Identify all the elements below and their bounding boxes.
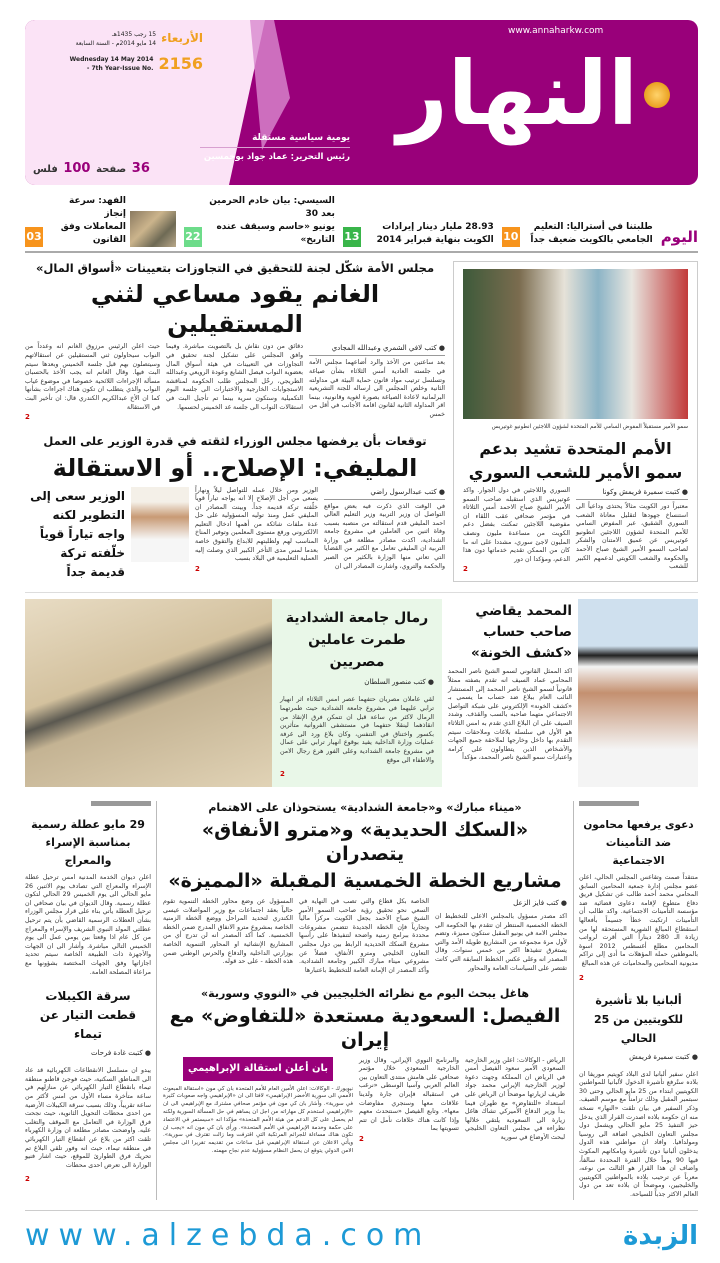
masthead [25,20,698,185]
issue-en-block [70,55,154,73]
teaser-line: الفهد: سرعة إنجاز [69,196,126,219]
nasser-mohammed-photo [578,599,698,787]
meleifi-headline[interactable]: المليفي: الإصلاح.. أو الاستقالة [52,453,418,482]
meleifi-column-2: الوزير ومن خلال عمله للتواصل ليلاً ونهاراً يسعى من أجل الإصلاح إلا انه يواجه تياراً قوياً خلّفته تركة قديمة جداً. وبينت المصادر ان المليفي عمل ومنذ توليه المسؤولية على حل عدة ملفات شائكة من أهمها ادخال التعليم الالكتروني ورفع مستوى المعلمين وتوفير المناخ المناسب لهم ولطلبتهم للابداع والتفوق خاصة بعدما لمس مدى التأخر الكبير الذي وصلت إليه العملية التعليمية في البلاد بسبب [195,486,318,563]
cables-byline: ● كتبت غادة فرحات [25,1048,151,1060]
ibrahimi-banner [183,1057,333,1081]
teaser-line: الجامعي بالكويت ضعيف جداً [530,235,653,245]
lead-column-3: حيث اعلن الرئيس مرزوق الغانم انه وعدداً من النواب سيحاولون ثني المستقيلين عن استقالاتهم وسيتصلون بهم قبل جلسة الخميس وبعدها سيتم البت فيها. وقال الغانم انه يجب الأخذ بالحسبان مسألة الإجراءات اللائحية خصوصا في موضوع غياب النواب والذي يتطلب ان تكون هناك اجراءات بشأنها كما ان الأخ عبدالكريم الكندري قال: ان تأخير البت في الاستقالة [25,343,160,411]
issue-row [33,54,203,74]
iran-column-2: والبرنامج النووي الإيراني. وقال وزير الخارجية السعودي خلال مؤتمر صحافي على هامش منتدى التعاون بين العالم العربي وآسيا الوسطى «نرغب في استقباله فإيران جارة ولدينا علاقات معها وسنجري مفاوضات معها». وتابع الفيصل «سنتحدث معهم وإذا كانت هناك خلافات نأمل ان تتم تسويتها بما [359,1056,459,1133]
editor-in-chief: رئيس التحرير: عماد جواد بوخمسين [203,152,350,162]
teaser-text [47,195,126,247]
continued-page[interactable]: 2 [280,770,285,779]
un-story-box [453,261,698,582]
lead-column-1-wrap [309,343,445,419]
sun-logo-icon [644,82,670,108]
ibrahimi-body: نيويورك - الوكالات: اعلن الأمين العام للأمم المتحدة بان كي مون «استقالة المبعوث الأممي الى سورية الأخضر الإبراهيمي» لافتا الى ان «الإبراهيمي واجه صعوبات كثيرة في سورية». وأشار بان كي مون في مؤتمر صحافي مشترك مع الإبراهيمي الى ان «الإبراهيمي استخدم كل مهاراته من اجل ان يساهم في حل المسألة السورية ولكنه لم يحصل على كل الدعم من هيئة الأمم المتحدة» مؤكدا انه «سيستمر في الاعتماد على حكمة وخدمة الإبراهيمي في الأمم المتحدة». ورأى بان كي مون انه «يجب ان تكون هناك مساءلة للجرائم المرتكبة التي اقترفت وما زالت تقترف في سورية». ويأتي الاعلان عن استقالة الإبراهيمي قبل ساعات من تقديمه تقريرا الى مجلس الامن الدولي يتوقع ان يحمل النظام مسؤولية عدم نجاح مهمته. [163,1085,353,1155]
lawsuit-body: منتقداً صمت وتقاعس المجلس الحالي، اعلن عضو مجلس إدارة جمعية المحامين السابق المحامي محمد أحمد طالب عن تشكيل فريق دفاع متطوع لإقامة دعاوى قضائية ضد مؤسسة التأمينات الاجتماعية. واكد طالب أن التأمينات ارتكبت خطأ جسيماً بأفعالها استقطاع المبالغ الشهرية المستحقة لها من زيادة الـ 280 ديناراً التي أقرت لرواتب المحامين مطلع أغسطس 2012 اسوة بالموظفين حملة المؤهلات ما أدى إلى تراكم مديونية المحامين والمحاميات عن هذه المبالغ [579,874,698,968]
lead-byline: ● كتب لافي الشمري وعبدالله المجادي [309,343,445,356]
teaser-education[interactable] [502,221,653,247]
teaser-line: الكويت بنهاية فبراير 2014 [376,235,494,245]
meleifi-kicker[interactable]: توقعات بأن يرفضها مجلس الوزراء لثقته في قدرة الوزير على العمل [43,434,427,449]
teaser-revenue[interactable] [343,221,494,247]
un-column-1-wrap [576,487,688,572]
mohammed-headline[interactable]: المحمد يقاضي صاحب حساب «كشف الخونة» [471,603,572,662]
un-byline: ● كتبت سميرة فريمش وكونا [576,487,688,500]
albania-byline: ● كتبت سميرة فريمش [579,1052,698,1064]
meleifi-column-1: في الوقت الذي ذكرت فيه بعض مواقع التواصل ان وزير التربية وزير التعليم العالي احمد المليفي قدم استقالته من منصبه بسبب وفاة اثنين من العاملين في مشروع جامعة الشدادية، اكدت مصادر مطلعة في وزارة التربية ان المليفي تعامل مع الكثير من القضايا التي تعاني منها الوزارة بالكثير من الصبر والحكمة والتروي، واشارت المصادر الى ان [324,502,445,570]
masthead-page-curl [250,20,290,150]
un-columns [463,487,688,574]
minister-photo [131,487,189,562]
issue-number: 2156 [158,54,203,73]
plan-column-2: الخاصة بكل قطاع والتي تصب في النهاية في السعي نحو تحقيق رؤية صاحب السمو الأمير الشيخ صباح الأحمد بجعل الكويت مركزاً مالياً وتجارياً فإن الخطة الجديدة تتضمن مشروعات محددة ببرامج زمنية واضحة لتنفيذها على رأسها مشروع السكك الحديدية الرابط بين دول مجلس التعاون الخليجي ومترو الأنفاق، فضلاً عن مشروعي ميناء مبارك الكبير وجامعة الشدادية. وأكد المصدر ان الإمانة العامة للتخطيط باعتبارها [299,898,429,974]
teaser-line: المعاملات وفق القانون [60,222,126,245]
un-headline-2[interactable]: سمو الأمير للشعب السوري [468,463,683,482]
plan-headline-1[interactable]: «السكك الحديدية» و«مترو الأنفاق» يتصدران [201,818,529,865]
lawsuit-headline[interactable]: دعوى يرفعها محامون ضد التأمينات الاجتماعية [583,819,694,868]
un-column-1: معتبراً دور الكويت مثالاً يحتذى وداعياً الى استنساخ جهودها لتقليل معاناة الشعب السوري الشقيق، عبر المفوض السامي للأمم المتحدة لشؤون اللاجئين انطونيو غوتيريس عن عميق الامتنان والشكر لصاحب السمو الأمير الشيخ صباح الأحمد والحكومة والشعب الكويتي لدعمهم الكبير للشعب [576,503,688,571]
continued-page[interactable]: 2 [25,1175,30,1184]
holiday-body: اعلن ديوان الخدمة المدنية امس ترحيل عطلة الإسراء والمعراج التي تصادف يوم الاثنين 26 مايو الحالي الى يوم الخميس 29 الحالي لتكون عطلة رسمية. وقال الديوان في بيان صحافي ان ترحيل العطلة يأتي بناء على قرار مجلس الوزراء بشأن العطلات الرسمية القاضي بأن يتم ترحيل عطلتي المولد النبوي الشريف والإسراء والمعراج من كل عام اذا وقعتا بين يومي عمل الى يوم الخميس التالي مباشرة. وأشار الى ان الجهات والأجهزة ذات الطبيعة الخاصة سيتم تحديد اجازاتها وفق الجهات المختصة بشؤونها مع مراعاة المصلحة العامة. [25,874,151,976]
date-en: Wednesday 14 May 2014 [69,56,154,63]
price-info [33,159,203,178]
albania-headline[interactable]: ألبانيا بلا تأشيرة للكويتيين من 25 الحالي [593,993,684,1045]
today-label: اليوم [660,228,698,246]
teaser-line: 28.93 مليار دينار إيرادات [382,222,494,232]
lead-kicker[interactable]: مجلس الأمة شكّل لجنة للتحقيق في التجاوزات بتعيينات «أسواق المال» [35,261,435,275]
footer [25,1210,698,1255]
albania-body: اعلن سفير ألبانيا لدى البلاد كويتيم موريفا ان بلاده ستُرفع تأشيرة الدخول لألبانيا للمواطنين الكويتيين ابتداء من 25 مايو الحالي وحتى 30 سبتمبر المقبل وذلك تزامناً مع موسم الصيف. وذكر السفير في بيان تلقت «النهار» نسخة منه ان حكومة بلاده اصدرت القرار الذي يدخل حيز التنفيذ 25 مايو الحالي ويشمل دول مجلس التعاون الخليجي اضافة الى روسيا ومولدافيا. وافاد ان مواطني هذه الدول يدخلون ألبانيا دون تأشيرة ويامكانهم المكوث فيها 90 يوماً خلال الفترة المحددة سالفاً، واضاف ان هذا القرار هو الثالث من نوعه، معرباً عن ترحيب بلاده بالمواطنين الكويتيين والخليجيين، وموضحاً ان بلاده تعد من دول العالم الاكثر جذباً للسياحة. [579,1070,698,1198]
lead-column-3-wrap [25,343,160,422]
lead-columns [25,343,445,422]
alzebda-logo: الزبدة [623,1220,698,1251]
continued-page[interactable]: 2 [195,564,200,573]
iran-column-2-wrap [359,1057,459,1144]
issue-en: - 7th Year-Issue No. [86,65,154,72]
rimal-body: لقي عاملان مصريان حتفهما عصر امس الثلاثاء اثر انهيار ترابي عليهما في مشروع جامعة الشدادية حيث طمرتهما الرمال لاكثر من ساعة قبل ان تتمكن فرق الإنقاذ من انقاذهما لينقلا حتفهما في مستشفى الفروانية متأثرين بكسور واختناق في التنفس، وكان بلاغ ورد الى غرفة عمليات وزارة الداخلية يفيد بوقوع انهيار ترابي على عمال في مشروع جامعة الشدادية وعلى الفور هرع رجال الامن والاطفاء الى موقع [280,696,434,764]
un-headline-1[interactable]: الأمم المتحدة تشيد بدعم [479,439,672,458]
tagline: يومية سياسية مستقلة [252,133,350,143]
iran-headline[interactable]: الفيصل: السعودية مستعدة «للتفاوض» مع إيران [169,1005,561,1051]
lower-section [25,801,698,1199]
shadadiya-site-photo [25,599,272,787]
page-badge: 13 [343,227,361,247]
price: 100 [63,161,91,176]
teaser-line: السيسي: بيان خادم الحرمين بعد 30 [209,196,335,219]
plan-column-3: المسؤول عن وضع محاور الخطة التنموية تقوم حالياً بعقد اجتماعات مع وزير المواصلات عيسى الكندري لتحديد المراحل ووضع الخطة الزمنية الخاصة بمشروع مترو الانفاق المدرج ضمن الخطة الخمسية. كما أكد المصدر انه لن تدرج أي من المشاريع الإنشائية او المحاور التنموية الخاصة بوزارتي الداخلية والدفاع والحرس الوطني ضمن هذه الخطة - على حد قوله. [163,898,293,966]
rimal-headline[interactable]: رمال جامعة الشدادية طمرت عاملين مصريين [285,610,429,671]
cables-headline[interactable]: سرقة الكيبلات قطعت التيار عن تيماء [39,989,137,1042]
pages-label: صفحة [96,164,127,175]
top-section [25,261,698,582]
cables-body: يبدو ان مسلسل الانقطاعات الكهربائية قد عاد الى المناطق السكنية، حيث فوجئ قاطنو منطقة تيماء بانقطاع التيار الكهربائي عن منازلهم في ساعة متأخرة مساء الأول من امس لأكثر من ساعة تقريباً، وذلك بسبب سرقة الكيبلات الأرضية من احدى محطات التحويل الثانوية، حيث نجحت فرق الوزارة في التعامل مع الموقف والتغلب عليه. واوضحت مصادر مطلعة ان وزارة الكهرباء تلقت اكثر من بلاغ عن انقطاع التيار الكهربائي في منطقة تيماء، حيث انه وفور تلقي البلاغ تم تحريك فرق الطوارئ للموقع، حيث اشار فنيو الوزارة الى تعرض احدى محطات [25,1067,151,1169]
un-column-2: السوري واللاجئين في دول الجوار. واكد غوتيريس الذي استقبله صاحب السمو الأمير الشيخ صباح الاحمد أمس الثلاثاء في مؤتمر صحافي عقب اللقاء ان مفوضية اللاجئين تمكنت بفضل دعم الكويت من مساعدة مليون ونصف المليون لاجئ سوري، مشددا على انه ما كان من الممكن تقديم خدماتها دون هذا الدعم، ومؤكدا ان دور [463,487,570,563]
meleifi-columns [25,487,445,582]
meleifi-pull-quote: الوزير سعى إلى التطوير لكنه واجه تياراً قوياً خلّفته تركة قديمة جداً [30,488,125,579]
date-row [33,30,203,48]
right-stories [573,801,698,1199]
plan-kicker[interactable]: «ميناء مبارك» و«جامعة الشدادية» يستحوذان على الاهتمام [208,801,522,815]
ibrahimi-story [163,1057,353,1156]
middle-section [25,592,698,787]
lead-headline[interactable]: الغانم يقود مساعي لثني المستقيلين [90,280,380,339]
holiday-headline[interactable]: 29 مايو عطلة رسمية بمناسبة الإسراء والمعراج [31,818,145,868]
mohammed-body: اكد الممثل القانوني لسمو الشيخ ناصر المحمد المحامي عماد السيف انه تقدم بصفته ممثلاً قانونياً لسمو الشيخ ناصر المحمد إلى المستشار النائب العام ببلاغ ضد حساب ما يسمى بـ «كشف الخونة» الإلكتروني على شبكة التواصل الاجتماعي متهما صاحبه بالسب والقذف. وشدد السيف على ان البلاغ الذي تقدم به امس الثلاثاء هو الأول في سلسلة بلاغات وملاحقات سيتم التقدم بها داخل وخارجها لملاحقة جميع الجهات والأشخاص الذين يتطاولون على كرامة واعتبارات سمو الشيخ ناصر المحمد، مؤكداً [448,668,572,762]
page-count: 36 [131,161,150,176]
teaser-fahad[interactable] [25,195,176,247]
teaser-line: يونيو «حاسم وسيقف عنده التاريخ» [216,222,335,245]
hijri-date: 15 رجب 1435هـ [111,31,157,38]
iran-column-1: الرياض - الوكالات: اعلن وزير الخارجية السعودي الأمير سعود الفيصل أمس في الرياض ان المملكة وجهت دعوة لوزير الخارجية الإيراني محمد جواد ظريف لزيارتها موضحاً ان الرياض على استعداد «للتفاوض» مع طهران فيما بدأ وزير الدفاع الأميركي تشاك هاغل زيارة الى السعودية يلتقي خلالها نظراءه في مجلس التعاون الخليجي لبحث الأوضاع في سورية [465,1056,565,1142]
center-stories [157,801,573,1199]
plan-byline: ● كتب فايز الزعل [435,898,567,910]
meleifi-column-1-wrap [324,487,445,572]
date-issue-panel [33,30,203,178]
teaser-text [365,221,494,247]
lead-column-1: بعد ساعتين من الأخذ والرد أضاعهما مجلس الأمة في جلسته العادية أمس الثلاثاء بشأن صياغة وتسلسل ترتيب مواد قانون حماية البيئة في مداولته الثانية وخلص المجلس الى ارساله للجنة التشريعية البرلمانية لاعادة الصياغة بصورة لغوية وقانونية، بينما اقر المداولة الثانية لقانون اقامة الأجانب في أقل من خمس [309,359,445,418]
rimal-byline: ● كتب منصور السلطان [280,677,434,689]
divider [200,147,350,148]
lead-column-2: دقائق من دون نقاش بل بالتصويت مباشرة. وفيما وافق المجلس على تشكيل لجنة تحقيق في التجاوزات في التعيينات في هيئة أسواق المال بعضوية النواب فيصل الشايع وعودة الرويعي وعبدالله الطريجي، رحّل المجلس طلب الحكومة لمناقشة الاستجوابات الخارجية والاختبارات الى جلسة اليوم التكميلية وستكون سرية بينما تم تأجيل البت في استقالات النواب الى جلسة غد الخميس لحسمها. [166,343,303,411]
day-label: الأربعاء [161,31,203,45]
today-strip [25,195,698,253]
price-label: فلس [33,164,58,175]
footer-url[interactable]: www.alzebda.com [25,1217,432,1253]
plan-headline-2[interactable]: مشاريع الخطة الخمسية المقبلة «المميزة» [168,870,562,893]
continued-page[interactable]: 2 [579,973,584,982]
iran-columns [163,1057,567,1156]
iran-kicker[interactable]: هاغل يبحث اليوم مع نظرائه الخليجيين في «النووي وسورية» [201,987,529,1001]
continued-page[interactable]: 2 [25,413,30,422]
teaser-photo [130,211,176,247]
newspaper-logo: النهار [397,42,638,145]
teaser-text [206,195,335,247]
left-column [25,261,445,582]
section-marker [91,801,151,806]
meleifi-column-2-wrap [195,487,318,574]
mohammed-story [442,599,578,787]
teaser-line: طلبتنا في أستراليا: التعليم [533,222,653,232]
continued-page[interactable]: 2 [359,1135,364,1144]
meleifi-byline: ● كتب عبدالرسول راضي [324,487,445,500]
un-column-2-wrap [463,487,570,574]
left-stories [25,801,157,1199]
dates [76,30,157,48]
teaser-text [524,221,653,247]
gregorian-date: 14 مايو 2014م - السنة السابعة [75,40,157,47]
teaser-sisi[interactable] [184,195,335,247]
plan-column-1: اكد مصدر مسؤول بالمجلس الاعلى للتخطيط ان الخطة الخمسية المنتظر ان تتقدم بها الحكومة الى مجلس الامة في يونيو المقبل ستكون مميزة، وتضم لأول مرة مجموعة من المشاريع طويلة الأمد والتي يستغرق تنفيذها اكثر من خمس سنوات. وقال المصدر انه وعلى عكس الخطط السابقة التي كانت تقتصر على السياسات العامة والمحاور [435,913,567,972]
page-badge: 10 [502,227,520,247]
rimal-story-box [272,599,442,787]
plan-column-1-wrap [435,898,567,973]
photo-caption: سمو الأمير مستقبلاً المفوض السامي للأمم المتحدة لشؤون اللاجئين انطونيو غوتيريس [491,424,688,430]
section-marker [579,801,639,806]
continued-page[interactable]: 2 [463,565,468,574]
page-badge: 22 [184,227,202,247]
emir-photo [463,269,688,419]
website[interactable]: www.annaharkw.com [508,26,604,36]
page-badge: 03 [25,227,43,247]
plan-columns [163,898,567,975]
ibrahimi-banner-text[interactable]: بان أعلن استقالة الإبراهيمي [187,1062,329,1074]
masthead-credits [200,132,350,163]
